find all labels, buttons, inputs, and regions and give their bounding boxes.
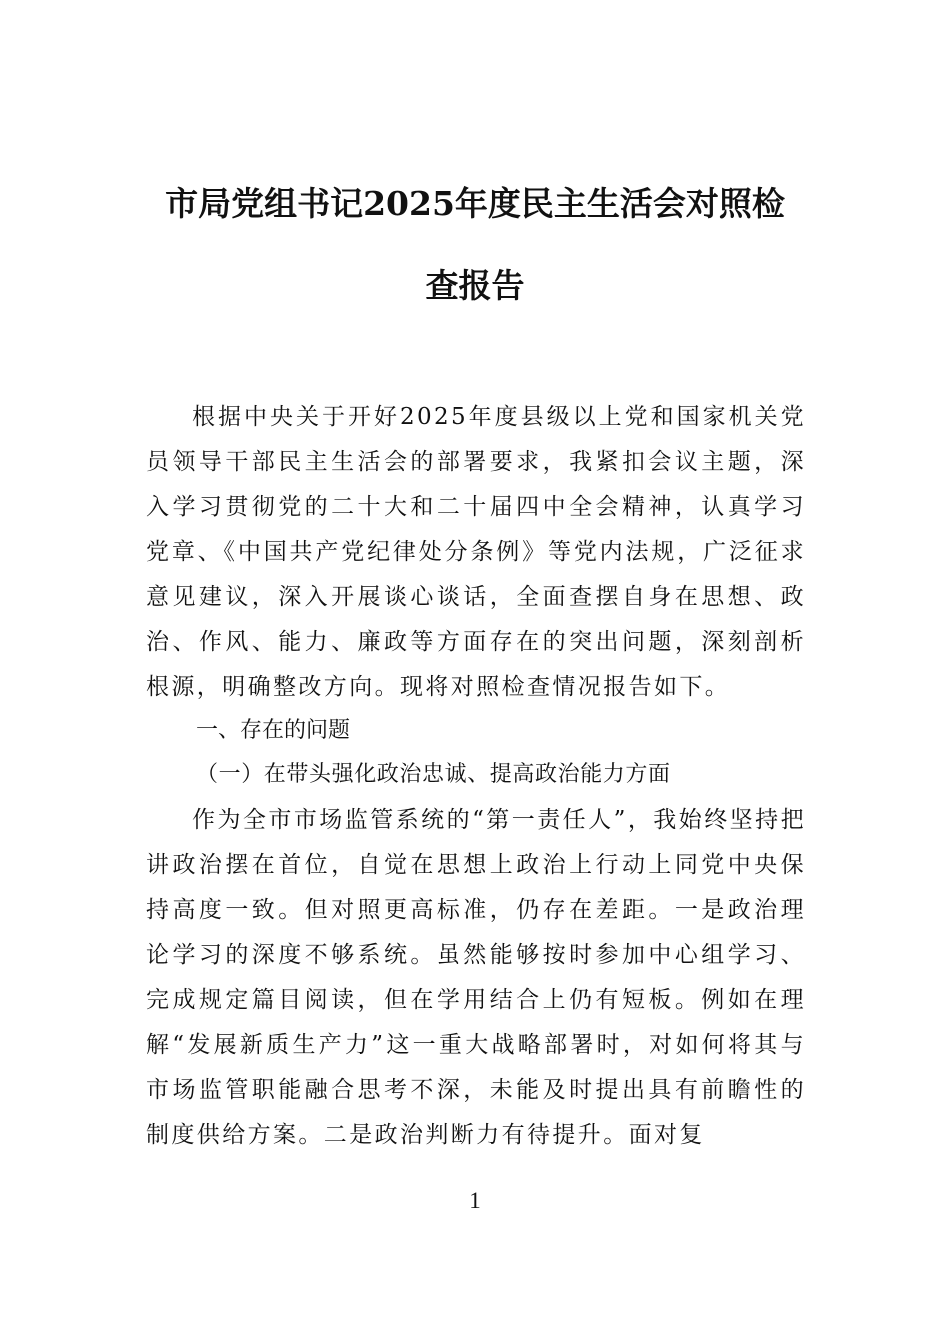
document-body (146, 395, 806, 1158)
title-line-2: 查报告 (425, 266, 525, 305)
subsection-heading: （一）在带头强化政治忠诚、提高政治能力方面 (196, 762, 671, 787)
intro-paragraph: 根据中央关于开好2025年度县级以上党和国家机关党员领导干部民主生活会的部署要求，我紧扣会议主题，深入学习贯彻党的二十大和二十届四中全会精神，认真学习党章、《中国共产党纪律处分条例》等党内法规，广泛征求意见建议，深入开展谈心谈话，全面查摆自身在思想、政治、作风、能力、廉政等方面存在的突出问题，深刻剖析根源，明确整改方向。现将对照检查情况报告如下。 (146, 404, 806, 700)
section-heading: 一、存在的问题 (196, 718, 351, 743)
document-title (140, 163, 810, 327)
subsection-paragraph: 作为全市市场监管系统的“第一责任人”，我始终坚持把讲政治摆在首位，自觉在思想上政治上行动上同党中央保持高度一致。但对照更高标准，仍存在差距。一是政治理论学习的深度不够系统。虽然能够按时参加中心组学习、完成规定篇目阅读，但在学用结合上仍有短板。例如在理解“发展新质生产力”这一重大战略部署时，对如何将其与市场监管职能融合思考不深，未能及时提出具有前瞻性的制度供给方案。二是政治判断力有待提升。面对复 (146, 807, 806, 1148)
page-number: 1 (469, 1188, 481, 1213)
title-line-1: 市局党组书记2025年度民主生活会对照检 (165, 184, 785, 223)
